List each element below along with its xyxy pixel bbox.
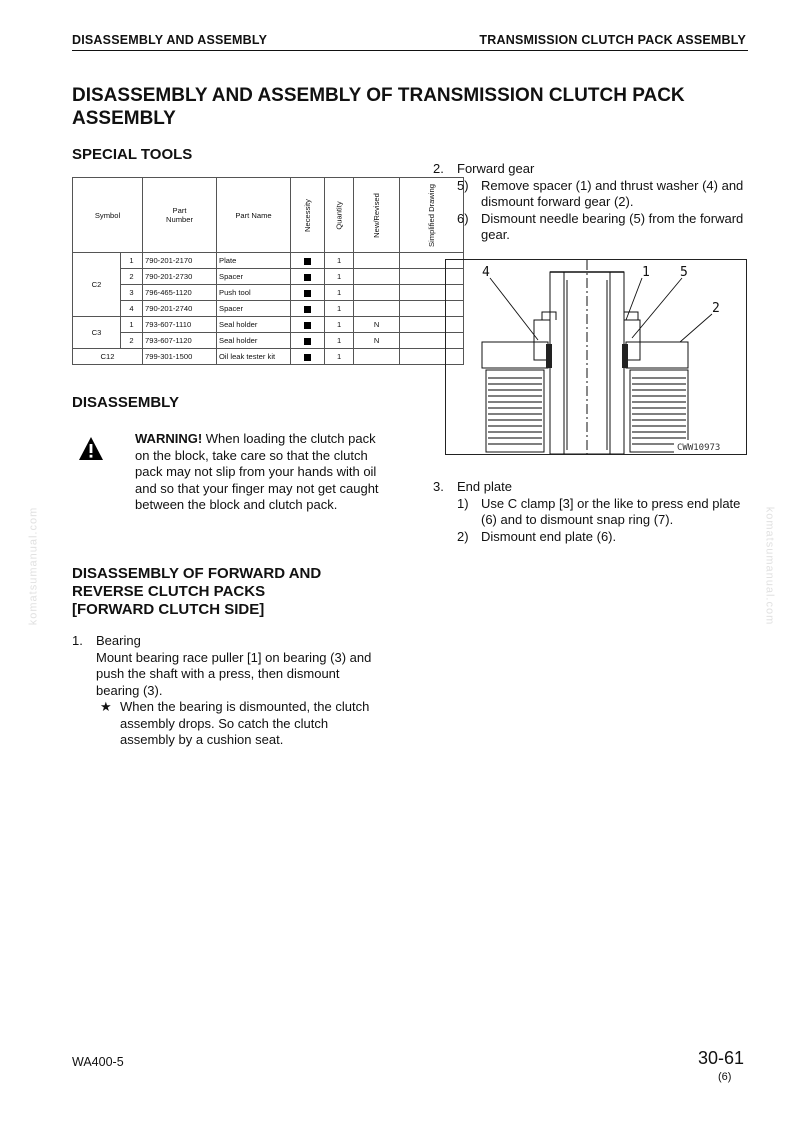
step-3: [433, 479, 749, 545]
clutch-cross-section-drawing: [446, 260, 746, 454]
col-quantity-label: Quantity: [334, 200, 344, 230]
no-cell: 2: [121, 269, 143, 285]
necessity-mark-icon: [304, 354, 311, 361]
qty-cell: 1: [324, 301, 353, 317]
diagram-code: CWW10973: [677, 443, 721, 453]
page-title-line2: ASSEMBLY: [72, 108, 176, 129]
callout-label: 4: [482, 265, 490, 280]
col-necessity: [291, 178, 325, 253]
part-number-cell: 796-465-1120: [143, 285, 217, 301]
step-3-sub-text: Dismount end plate (6).: [481, 528, 617, 544]
header-rule: [72, 50, 748, 51]
table-row: [73, 317, 464, 333]
page-title: [72, 84, 752, 130]
necessity-mark-icon: [304, 290, 311, 297]
no-cell: 4: [121, 301, 143, 317]
table-row: [73, 269, 464, 285]
callout-label: 1: [642, 265, 650, 280]
step-1-text: Mount bearing race puller [1] on bearing (3) and push the shaft with a press, then dismount bearing (3).: [96, 649, 372, 698]
special-tools-table: [72, 177, 464, 365]
part-number-cell: 790-201-2730: [143, 269, 217, 285]
symbol-cell: C12: [73, 349, 143, 365]
step-2-sub: [457, 211, 749, 244]
part-name-cell: Oil leak tester kit: [217, 349, 291, 365]
callout-label: 5: [680, 265, 688, 280]
col-part-number-l2: Number: [165, 215, 193, 224]
part-name-cell: Spacer: [217, 301, 291, 317]
col-part-number: [143, 178, 217, 253]
col-simplified-drawing-label: Simplified Drawing: [426, 183, 436, 247]
footer-revision: (6): [718, 1071, 732, 1083]
watermark-right: komatsumanual.com: [763, 506, 776, 626]
necessity-cell: [291, 269, 325, 285]
necessity-mark-icon: [304, 306, 311, 313]
necessity-cell: [291, 317, 325, 333]
symbol-cell: C2: [73, 253, 121, 317]
step-1-title: Bearing: [96, 633, 141, 648]
part-number-cell: 793-607-1110: [143, 317, 217, 333]
watermark-left: komatsumanual.com: [27, 506, 40, 626]
part-name-cell: Plate: [217, 253, 291, 269]
no-cell: 1: [121, 317, 143, 333]
step-2-sub: [457, 178, 749, 211]
new-cell: N: [354, 333, 400, 349]
step-2-sub-num: 6): [457, 210, 469, 226]
header-right: TRANSMISSION CLUTCH PACK ASSEMBLY: [479, 33, 746, 47]
qty-cell: 1: [324, 349, 353, 365]
part-name-cell: Seal holder: [217, 317, 291, 333]
fwd-rev-heading-l1: DISASSEMBLY OF FORWARD AND: [72, 565, 322, 582]
warning-triangle-icon: [78, 436, 104, 462]
step-2-sub-text: Dismount needle bearing (5) from the forward gear.: [481, 210, 744, 242]
step-2-title: Forward gear: [457, 161, 535, 176]
no-cell: 1: [121, 253, 143, 269]
qty-cell: 1: [324, 285, 353, 301]
qty-cell: 1: [324, 269, 353, 285]
no-cell: 2: [121, 333, 143, 349]
step-3-num: 3.: [433, 479, 444, 494]
col-necessity-label: Necessity: [302, 198, 312, 232]
callout-label: 2: [712, 301, 720, 316]
new-cell: [354, 285, 400, 301]
necessity-cell: [291, 349, 325, 365]
col-part-number-l1: Part: [172, 206, 187, 215]
step-3-sub-text: Use C clamp [3] or the like to press end plate (6) and to dismount snap ring (7).: [481, 495, 741, 527]
necessity-cell: [291, 253, 325, 269]
step-3-sub: [457, 529, 749, 546]
footer-page-number: 30-61: [698, 1048, 745, 1068]
new-cell: N: [354, 317, 400, 333]
step-2: [433, 161, 749, 244]
clutch-diagram: [445, 259, 747, 455]
step-3-title: End plate: [457, 479, 512, 494]
necessity-cell: [291, 333, 325, 349]
symbol-cell: C3: [73, 317, 121, 349]
part-number-cell: 799-301-1500: [143, 349, 217, 365]
part-number-cell: 793-607-1120: [143, 333, 217, 349]
new-cell: [354, 301, 400, 317]
table-row: [73, 333, 464, 349]
necessity-mark-icon: [304, 338, 311, 345]
step-3-sub: [457, 496, 749, 529]
table-row: [73, 285, 464, 301]
necessity-mark-icon: [304, 322, 311, 329]
step-1-num: 1.: [72, 633, 83, 648]
part-name-cell: Push tool: [217, 285, 291, 301]
col-new-revised-label: New/Revised: [372, 192, 382, 238]
warning-label: WARNING!: [135, 431, 203, 446]
part-name-cell: Spacer: [217, 269, 291, 285]
new-cell: [354, 269, 400, 285]
new-cell: [354, 349, 400, 365]
part-number-cell: 790-201-2740: [143, 301, 217, 317]
qty-cell: 1: [324, 253, 353, 269]
qty-cell: 1: [324, 317, 353, 333]
footer-model: WA400-5: [72, 1055, 124, 1069]
table-row: [73, 253, 464, 269]
fwd-rev-heading: [72, 565, 321, 619]
col-quantity: [324, 178, 353, 253]
star-icon: ★: [100, 699, 112, 714]
part-number-cell: 790-201-2170: [143, 253, 217, 269]
step-3-sub-num: 1): [457, 495, 469, 511]
necessity-mark-icon: [304, 258, 311, 265]
step-2-sub-text: Remove spacer (1) and thrust washer (4) and dismount forward gear (2).: [481, 177, 744, 209]
col-new-revised: [354, 178, 400, 253]
warning-text: [135, 431, 385, 514]
step-2-num: 2.: [433, 161, 444, 176]
no-cell: 3: [121, 285, 143, 301]
step-1: [72, 633, 372, 749]
special-tools-heading: SPECIAL TOOLS: [72, 146, 193, 163]
part-name-cell: Seal holder: [217, 333, 291, 349]
disassembly-heading: DISASSEMBLY: [72, 394, 179, 411]
page-title-line1: DISASSEMBLY AND ASSEMBLY OF TRANSMISSION CLUTCH PACK: [72, 85, 685, 106]
step-1-note: [96, 699, 372, 749]
table-row: [73, 301, 464, 317]
table-row: [73, 349, 464, 365]
fwd-rev-heading-l2: REVERSE CLUTCH PACKS: [72, 583, 266, 600]
step-2-sub-num: 5): [457, 177, 469, 193]
qty-cell: 1: [324, 333, 353, 349]
new-cell: [354, 253, 400, 269]
col-symbol: Symbol: [73, 178, 143, 253]
fwd-rev-heading-l3: [FORWARD CLUTCH SIDE]: [72, 601, 265, 618]
necessity-cell: [291, 301, 325, 317]
header-left: DISASSEMBLY AND ASSEMBLY: [72, 33, 268, 47]
step-1-note-text: When the bearing is dismounted, the clutch assembly drops. So catch the clutch assembly by a cushion seat.: [120, 699, 370, 747]
col-part-name: Part Name: [217, 178, 291, 253]
warning-body: When loading the clutch pack on the block, take care so that the clutch pack may not slip from your hands with oil and so that your finger may not get caught between the block and clutch pack.: [135, 431, 379, 512]
necessity-mark-icon: [304, 274, 311, 281]
necessity-cell: [291, 285, 325, 301]
step-3-sub-num: 2): [457, 528, 469, 544]
